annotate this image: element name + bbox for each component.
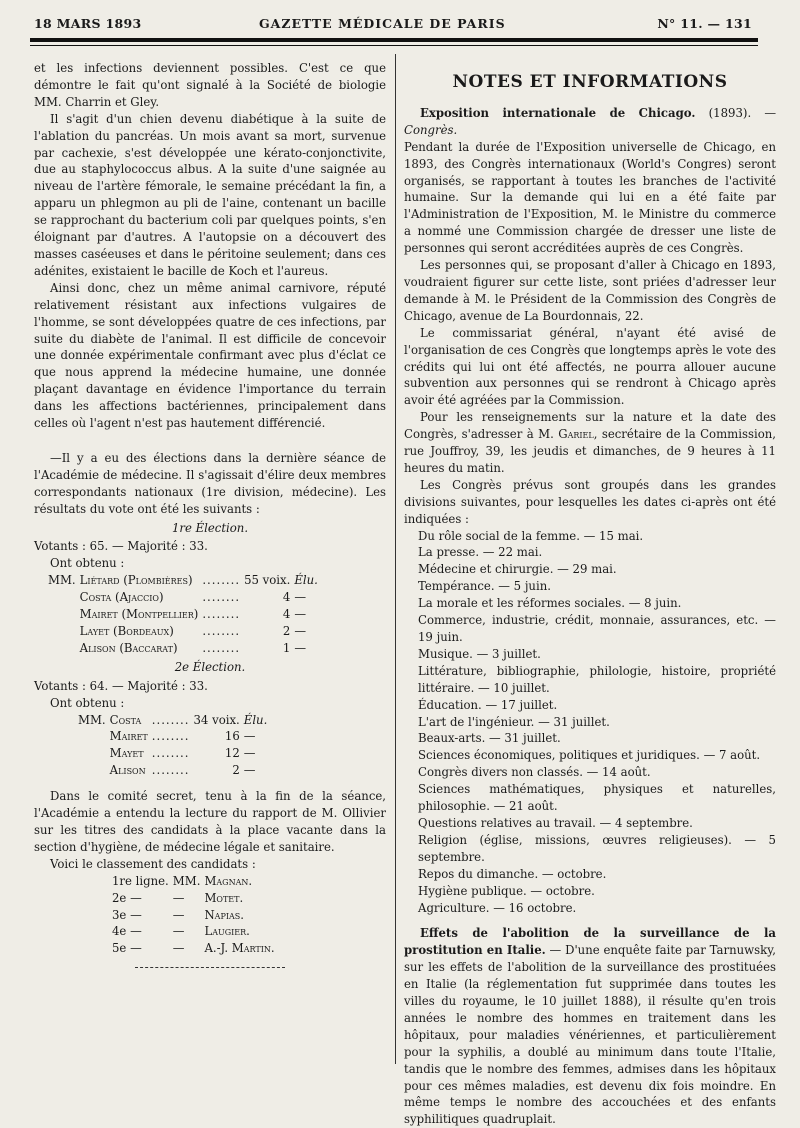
congress-item: Congrès divers non classés. — 14 août. (418, 765, 651, 780)
vote-note: — (294, 624, 307, 638)
vote-note: Élu. (243, 712, 268, 727)
election-obtenu: Ont obtenu : (50, 695, 125, 710)
vote-count: 1 (282, 640, 291, 655)
expo-heading-line (404, 105, 776, 139)
expo-heading: Exposition internationale de Chicago. (420, 105, 696, 120)
paragraph: Les Congrès prévus sont groupés dans les grandes divisions suivantes, pour lesquelles les dates ci-après ont été indiquées : (404, 477, 776, 526)
candidate-name: Costa (109, 712, 142, 727)
vote-note: — (243, 729, 256, 744)
header-title: GAZETTE MÉDICALE DE PARIS (259, 16, 506, 31)
election-row (46, 623, 320, 640)
paragraph: Les personnes qui, se proposant d'aller à Chicago en 1893, voudraient figurer sur cette liste, sont priées d'adresser leur demande à M. le Président de la Commission des Congrès de Chicago, avenue de La Bourdonnais, 22. (404, 258, 776, 323)
right-column (404, 60, 776, 1128)
candidate-row (110, 873, 277, 890)
candidate-prefix: — (172, 941, 185, 956)
election-results-table (46, 572, 320, 657)
header-date: 18 MARS 1893 (34, 16, 142, 31)
candidate-prefix (76, 762, 108, 779)
candidate-rank: 2e — (112, 890, 142, 905)
candidate-prefix (46, 640, 78, 657)
leader-dots: ........ (202, 640, 241, 655)
candidate-name: Mayet (109, 746, 144, 761)
leader-dots: ........ (202, 607, 241, 622)
candidate-prefix (46, 589, 78, 606)
leader-dots: ........ (151, 763, 190, 778)
expo-year: (1893). (708, 105, 752, 120)
congress-item: L'art de l'ingénieur. — 31 juillet. (418, 714, 610, 729)
leader-dots: ........ (202, 624, 241, 638)
prostitution-heading: Effets de l'abolition de la surveillance de la prostitution en Italie. (404, 926, 776, 958)
text-run: — D'une enquête faite par Tarnuwsky, sur les effets de l'abolition de la surveillance des prostituées en Italie (la réglementation fut supprimée dans toutes les villes du royaume, le 10 juillet 1888), il résulte qu'en trois années le nombre des hommes en traitement dans les hôpitaux, pour maladies vénériennes, et particulièrement pour la syphilis, a doublé au minimum dans toute l'Italie, tandis que le nombre des femmes, admises dans les hôpitaux pour ces mêmes maladies, est devenu dix fois moindre. En même temps le nombre des accouchées et des enfants syphilitiques quadruplait. (404, 943, 776, 1127)
vote-note: — (294, 640, 307, 655)
candidate-name: Alison (Baccarat) (79, 640, 178, 655)
candidate-name: Alison (109, 763, 146, 778)
congress-item: Repos du dimanche. — octobre. (418, 866, 607, 881)
paragraph: —Il y a eu des élections dans la dernière séance de l'Académie de médecine. Il s'agissait d'élire deux membres correspondants nationaux (1re division, médecine). Les résultats du vote ont été les suivants : (34, 450, 386, 516)
election-obtenu: Ont obtenu : (50, 556, 125, 571)
paragraph: Le commissariat général, n'ayant été avisé de l'organisation de ces Congrès que longtemps après le vote des crédits qui lui ont été affectés, ne pourra allouer aucune subvention aux personnes qui se rendront à Chicago après avoir été agréées par la Commission. (404, 325, 776, 408)
election-row (76, 728, 269, 745)
paragraph (404, 409, 776, 477)
candidate-prefix: MM. (172, 873, 201, 888)
candidate-name: Mairet (Montpellier) (79, 607, 199, 622)
election-results-table (76, 712, 269, 780)
election-row (46, 640, 320, 657)
header-rule-thick (30, 38, 758, 42)
vote-count: 55 voix. (244, 573, 291, 588)
congress-item: Musique. — 3 juillet. (418, 646, 541, 661)
text-run: , secrétaire de la Commission, rue Jouffroy, 39, les jeudis et dimanches, de 9 heures à 11 heures du matin. (404, 427, 776, 475)
vote-note: — (243, 746, 256, 761)
congress-item: La presse. — 22 mai. (418, 545, 543, 560)
vote-count: 2 (282, 624, 291, 638)
candidate-prefix: MM. (78, 712, 106, 727)
paragraph: Dans le comité secret, tenu à la fin de la séance, l'Académie a entendu la lecture du rapport de M. Ollivier sur les titres des candidats à la place vacante dans la section d'hygiène, de médecine légale et sanitaire. (34, 789, 386, 854)
candidate-rank: 4e — (112, 924, 142, 939)
congress-item: Sciences économiques, politiques et juridiques. — 7 août. (418, 748, 761, 763)
candidate-rank: 3e — (112, 907, 142, 922)
candidate-name: A.-J. Martin. (204, 941, 275, 956)
paragraph: et les infections deviennent possibles. C'est ce que démontre le fait qu'ont signalé à la Société de biologie MM. Charrin et Gley. (34, 61, 386, 109)
congress-item: Hygiène publique. — octobre. (418, 883, 595, 898)
candidate-prefix: — (172, 924, 185, 939)
candidate-rank: 5e — (112, 941, 142, 956)
candidate-name: Costa (Ajaccio) (79, 590, 164, 605)
candidate-prefix: MM. (48, 573, 76, 588)
election-heading: 1re Élection. (171, 520, 249, 535)
paragraph: Il s'agit d'un chien devenu diabétique à la suite de l'ablation du pancréas. Un mois avant sa mort, survenue par cachexie, s'est développée une kérato-conjonctivite, due au staphylococcus albus. A la suite d'une saignée au niveau de l'artère fémorale, le semaine précédant la fin, a apparu un phlegmon au pli de l'aine, contenant un bacille se rapprochant du bacterium coli par quelques points, s'en éloignant par d'autres. A l'autopsie on a découvert des masses caséeuses et dans le péritoine seulement; dans ces adénites, existaient le bacille de Koch et l'aureus. (34, 111, 386, 278)
vote-count: 34 voix. (193, 712, 240, 727)
vote-count: 16 (224, 729, 240, 744)
running-header (34, 12, 752, 34)
election-row (46, 589, 320, 606)
congress-item: Du rôle social de la femme. — 15 mai. (418, 528, 644, 543)
candidate-prefix (76, 745, 108, 762)
congress-item: Religion (église, missions, œuvres religieuses). — 5 septembre. (418, 832, 776, 864)
candidate-name: Laugier. (204, 924, 250, 939)
leader-dots: ........ (202, 590, 241, 605)
candidate-row (110, 940, 277, 957)
candidate-name: Magnan. (204, 873, 253, 888)
leader-dots: ........ (151, 729, 190, 744)
person-name: Gariel (558, 427, 594, 442)
candidate-prefix (46, 623, 78, 640)
election-row (46, 572, 320, 589)
prostitution-paragraph (404, 925, 776, 1128)
congress-item: Éducation. — 17 juillet. (418, 697, 558, 712)
end-rule (135, 967, 285, 969)
candidate-name: Mairet (109, 729, 148, 744)
election-row (76, 745, 269, 762)
header-issue: N° 11. — 131 (657, 16, 752, 31)
vote-note: — (294, 607, 307, 622)
text-run: Pour les renseignements sur la nature et la date des Congrès, s'adresser à M. (404, 410, 776, 442)
candidate-row (110, 907, 277, 924)
paragraph: Pendant la durée de l'Exposition universelle de Chicago, en 1893, des Congrès internationaux (World's Congres) seront organisés, se rapportant à toutes les branches de l'activité humaine. Sur la demande qui lui en a été faite par l'Administration de l'Exposition, M. le Ministre du commerce a nommé une Commission chargée de dresser une liste de personnes qui seront accréditées auprès de ces Congrès. (404, 139, 776, 256)
vote-count: 4 (282, 590, 291, 605)
election-row (76, 712, 269, 729)
candidate-prefix: — (172, 890, 185, 905)
election-row (46, 606, 320, 623)
election-votants: Votants : 65. — Majorité : 33. (34, 539, 208, 554)
leader-dots: ........ (151, 746, 190, 761)
congress-item: Commerce, industrie, crédit, monnaie, assurances, etc. — 19 juin. (418, 613, 776, 644)
vote-note: — (294, 590, 307, 605)
vote-count: 12 (224, 746, 240, 761)
vote-note: Élu. (294, 573, 318, 588)
congress-item: Tempérance. — 5 juin. (418, 579, 551, 594)
left-column (34, 60, 386, 969)
section-title: NOTES ET INFORMATIONS (452, 72, 728, 92)
congress-item: Médecine et chirurgie. — 29 mai. (418, 562, 617, 577)
congress-item: Littérature, bibliographie, philologie, histoire, propriété littéraire. — 10 juillet. (418, 663, 776, 695)
leader-dots: ........ (202, 573, 241, 588)
paragraph: Voici le classement des candidats : (50, 856, 256, 871)
congress-item: Beaux-arts. — 31 juillet. (418, 731, 561, 746)
congress-item: Questions relatives au travail. — 4 septembre. (418, 815, 693, 830)
candidate-rank: 1re ligne. (112, 873, 169, 888)
election-row (76, 762, 269, 779)
candidate-name: Layet (Bordeaux) (79, 624, 174, 638)
vote-note: — (243, 763, 256, 778)
vote-count: 4 (282, 607, 291, 622)
header-rule-thin (30, 45, 758, 46)
paragraph: Ainsi donc, chez un même animal carnivore, réputé relativement résistant aux infections vulgaires de l'homme, se sont développées quatre de ces infections, par suite du diabète de l'animal. Il est difficile de concevoir une donnée expérimentale confirmant avec plus d'éclat ce que nous apprend la médecine humaine, une donnée plaçant davantage en évidence l'importance du terrain dans les affections bactériennes, principalement dans celles où l'agent n'est pas hautement différencié. (34, 280, 386, 431)
candidate-name: Napias. (204, 907, 244, 922)
candidate-row (110, 890, 277, 907)
candidate-name: Motet. (204, 890, 244, 905)
election-heading: 2e Élection. (174, 659, 246, 674)
column-divider (395, 54, 396, 1064)
leader-dots: ........ (151, 712, 190, 727)
congress-list (404, 528, 776, 917)
expo-sub: — Congrès. (404, 105, 776, 137)
candidate-prefix: — (172, 907, 185, 922)
congress-item: Sciences mathématiques, physiques et naturelles, philosophie. — 21 août. (418, 782, 776, 814)
congress-item: Agriculture. — 16 octobre. (418, 900, 577, 915)
candidate-name: Liétard (Plombières) (79, 573, 193, 588)
vote-count: 2 (232, 763, 240, 778)
candidate-prefix (46, 606, 78, 623)
election-votants: Votants : 64. — Majorité : 33. (34, 678, 208, 693)
congress-item: La morale et les réformes sociales. — 8 juin. (418, 596, 682, 611)
candidates-table (110, 873, 277, 958)
candidate-prefix (76, 728, 108, 745)
candidate-row (110, 923, 277, 940)
